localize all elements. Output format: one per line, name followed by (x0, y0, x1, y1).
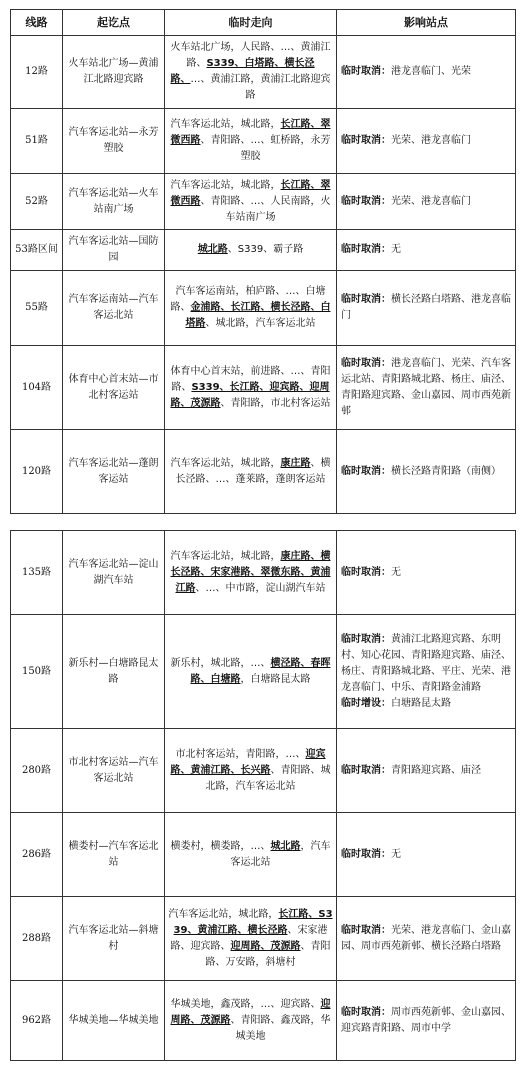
impact-line (341, 64, 512, 80)
endpoints-cell: 汽车客运北站—蓬朗客运站 (63, 430, 165, 514)
route-number-cell: 12路 (11, 36, 63, 109)
route-number-cell: 53路区间 (11, 230, 63, 271)
path-segment: 体育中心首末站，前进路、…、青阳路、 (170, 365, 331, 393)
path-segment: 汽车客运北站，城北路， (170, 179, 281, 191)
affected-stops-cell (337, 36, 516, 109)
path-segment: 、青阳路、…、人民南路，火车站南广场 (200, 195, 331, 223)
impact-line (341, 847, 512, 863)
impact-label: 临时取消： (341, 566, 391, 578)
temporary-path-cell (165, 981, 337, 1061)
affected-road: 城北路 (270, 840, 301, 852)
impact-label: 临时取消： (341, 357, 391, 369)
path-segment: 汽车客运北站，城北路， (170, 457, 281, 469)
endpoints-cell: 体育中心首末站—市北村客运站 (63, 346, 165, 430)
temporary-path-cell (165, 430, 337, 514)
table-row (11, 897, 516, 981)
route-number-cell: 286路 (11, 813, 63, 897)
impact-line (341, 133, 512, 149)
affected-road: 迎周路、茂源路 (230, 940, 301, 952)
route-number-cell: 55路 (11, 271, 63, 346)
table-row (11, 36, 516, 109)
table-row (11, 615, 516, 729)
header-route: 线路 (11, 10, 63, 36)
affected-road: 康庄路 (280, 457, 311, 469)
impact-label: 临时取消： (341, 633, 391, 645)
endpoints-cell: 汽车客运北站—斜塘村 (63, 897, 165, 981)
path-segment: 、青阳路、…、虹桥路，永芳塑胶 (200, 135, 331, 162)
impact-line (341, 194, 512, 210)
impact-label: 临时取消： (341, 294, 391, 305)
table-row (11, 174, 516, 230)
header-row (11, 10, 516, 36)
affected-road: 迎宾路、黄浦江路、长兴路 (170, 748, 326, 776)
temporary-path-cell (165, 230, 337, 271)
impact-line (341, 242, 512, 258)
path-segment: 、青阳路、城北路，汽车客运北站 (205, 764, 331, 792)
impact-line (341, 464, 512, 480)
affected-road: S339、长江路、迎宾路、迎周路、茂源路 (170, 381, 330, 409)
affected-road: 康庄路、横长泾路、宋家港路、翠微东路、黄浦江路 (170, 550, 331, 594)
impact-label: 临时增设： (341, 697, 391, 709)
path-segment: …、黄浦江路，黄浦江北路迎宾路 (190, 74, 331, 101)
affected-road: S339、白塔路、横长泾路、 (170, 58, 315, 85)
affected-road: 迎周路、茂源路 (170, 998, 331, 1026)
impact-label: 临时取消： (341, 764, 391, 776)
temporary-path-cell (165, 346, 337, 430)
impact-label: 临时取消： (341, 66, 391, 77)
impact-line (341, 356, 512, 420)
table-row (11, 729, 516, 813)
impact-line (341, 632, 512, 696)
table-row (11, 230, 516, 271)
temporary-path-cell (165, 36, 337, 109)
temporary-path-cell (165, 897, 337, 981)
impact-stops: 光荣、港龙喜临门、金山嘉园、周市西苑新邨、横长泾路白塔路 (341, 924, 511, 952)
table-row (11, 430, 516, 514)
path-segment: 、青阳路、鑫茂路，华城美地 (230, 1014, 331, 1042)
affected-road: 金浦路、长江路、横长泾路、白塔路 (185, 302, 331, 329)
endpoints-cell: 汽车客运北站—火车站南广场 (63, 174, 165, 230)
affected-stops-cell (337, 174, 516, 230)
header-impact: 影响站点 (337, 10, 516, 36)
header-ends: 起讫点 (63, 10, 165, 36)
impact-stops: 横长泾路青阳路（南侧） (391, 465, 501, 477)
affected-stops-cell (337, 230, 516, 271)
header-path: 临时走向 (165, 10, 337, 36)
table-row (11, 981, 516, 1061)
endpoints-cell: 市北村客运站—汽车客运北站 (63, 729, 165, 813)
path-segment: ，汽车客运北站 (230, 840, 331, 868)
temporary-path-cell (165, 531, 337, 615)
route-table-bottom (10, 530, 516, 1061)
affected-stops-cell (337, 531, 516, 615)
path-segment: 、S339、霸子路 (227, 244, 304, 255)
route-number-cell: 120路 (11, 430, 63, 514)
path-segment: 华城美地，鑫茂路，…、迎宾路、 (170, 998, 321, 1010)
impact-line (341, 565, 512, 581)
affected-road: 长江路、翠微西路 (170, 179, 331, 207)
endpoints-cell: 汽车客运北站—永芳塑胶 (63, 109, 165, 174)
temporary-path-cell (165, 729, 337, 813)
impact-label: 临时取消： (341, 848, 391, 860)
path-segment: 汽车客运南站，柏庐路、…、白塘路、 (170, 286, 326, 313)
impact-label: 临时取消： (341, 195, 391, 207)
affected-stops-cell (337, 729, 516, 813)
impact-stops: 白塘路昆太路 (391, 697, 451, 709)
impact-line (341, 763, 512, 779)
endpoints-cell: 汽车客运北站—国防园 (63, 230, 165, 271)
impact-line (341, 292, 512, 324)
path-segment: 、…、中市路，淀山湖汽车站 (195, 582, 326, 594)
route-number-cell: 150路 (11, 615, 63, 729)
path-segment: 、城北路，汽车客运北站 (205, 318, 316, 329)
impact-stops: 港龙喜临门、光荣 (391, 66, 471, 77)
path-segment: 、横长泾路、…、蓬莱路，蓬朗客运站 (175, 457, 331, 485)
impact-stops: 周市西苑新邨、金山嘉园、迎宾路青阳路、周市中学 (341, 1006, 511, 1034)
path-segment: 、青阳路，市北村客运站 (220, 397, 331, 409)
affected-road: 城北路 (197, 244, 228, 255)
route-table-top (10, 9, 516, 514)
table-row (11, 271, 516, 346)
impact-stops: 光荣、港龙喜临门 (391, 135, 471, 146)
impact-stops: 横长泾路白塔路、港龙喜临门 (341, 294, 511, 321)
affected-road: 长江路、翠微西路 (170, 119, 331, 146)
impact-stops: 光荣、港龙喜临门 (391, 195, 471, 207)
endpoints-cell: 华城美地—华城美地 (63, 981, 165, 1061)
endpoints-cell: 汽车客运南站—汽车客运北站 (63, 271, 165, 346)
impact-label: 临时取消： (341, 465, 391, 477)
impact-line (341, 1005, 512, 1037)
endpoints-cell: 汽车客运北站—淀山湖汽车站 (63, 531, 165, 615)
path-segment: 市北村客运站，青阳路，…、 (175, 748, 306, 760)
table-row (11, 109, 516, 174)
path-segment: 汽车客运北站，城北路， (170, 550, 281, 562)
impact-stops: 港龙喜临门、光荣、汽车客运北站、青阳路城北路、杨庄、庙泾、青阳路迎宾路、金山嘉园、周市西苑新邨 (341, 357, 511, 417)
table-row (11, 813, 516, 897)
route-number-cell: 288路 (11, 897, 63, 981)
path-segment: 、宋家港路、迎宾路、 (170, 924, 328, 952)
route-number-cell: 52路 (11, 174, 63, 230)
temporary-path-cell (165, 109, 337, 174)
impact-label: 临时取消： (341, 135, 391, 146)
endpoints-cell: 火车站北广场—黄浦江北路迎宾路 (63, 36, 165, 109)
affected-stops-cell (337, 813, 516, 897)
table-body-top (11, 36, 516, 514)
path-segment: 横娄村，横娄路，…、 (170, 840, 271, 852)
impact-stops: 无 (391, 848, 401, 860)
affected-stops-cell (337, 615, 516, 729)
route-number-cell: 51路 (11, 109, 63, 174)
impact-line (341, 923, 512, 955)
route-number-cell: 135路 (11, 531, 63, 615)
affected-stops-cell (337, 346, 516, 430)
affected-stops-cell (337, 897, 516, 981)
affected-stops-cell (337, 430, 516, 514)
path-segment: 、青阳路、万安路，斜塘村 (205, 940, 331, 968)
affected-road: 长江路、S339、黄浦江路、横长泾路 (173, 908, 333, 936)
temporary-path-cell (165, 813, 337, 897)
affected-road: 横泾路、春晖路、白塘路 (190, 657, 331, 685)
table-row (11, 346, 516, 430)
impact-line (341, 696, 512, 712)
route-number-cell: 280路 (11, 729, 63, 813)
route-number-cell: 104路 (11, 346, 63, 430)
path-segment: 火车站北广场，人民路、…、黄浦江路、 (170, 42, 331, 69)
endpoints-cell: 横娄村—汽车客运北站 (63, 813, 165, 897)
affected-stops-cell (337, 109, 516, 174)
impact-stops: 黄浦江北路迎宾路、东明村、知心花园、青阳路迎宾路、庙泾、杨庄、青阳路城北路、平庄、光荣、港龙喜临门、中乐、青阳路金浦路 (341, 633, 511, 693)
temporary-path-cell (165, 615, 337, 729)
affected-stops-cell (337, 981, 516, 1061)
path-segment: 汽车客运北站，城北路， (168, 908, 279, 920)
path-segment: 汽车客运北站，城北路， (170, 119, 281, 130)
path-segment: 新乐村，城北路，…、 (170, 657, 271, 669)
table-body-bottom (11, 531, 516, 1061)
impact-stops: 无 (391, 244, 401, 255)
endpoints-cell: 新乐村—白塘路昆太路 (63, 615, 165, 729)
temporary-path-cell (165, 174, 337, 230)
impact-stops: 青阳路迎宾路、庙泾 (391, 764, 481, 776)
route-number-cell: 962路 (11, 981, 63, 1061)
impact-label: 临时取消： (341, 1006, 391, 1018)
table-row (11, 531, 516, 615)
temporary-path-cell (165, 271, 337, 346)
impact-label: 临时取消： (341, 924, 391, 936)
impact-stops: 无 (391, 566, 401, 578)
impact-label: 临时取消： (341, 244, 391, 255)
path-segment: ，白塘路昆太路 (240, 673, 311, 685)
affected-stops-cell (337, 271, 516, 346)
